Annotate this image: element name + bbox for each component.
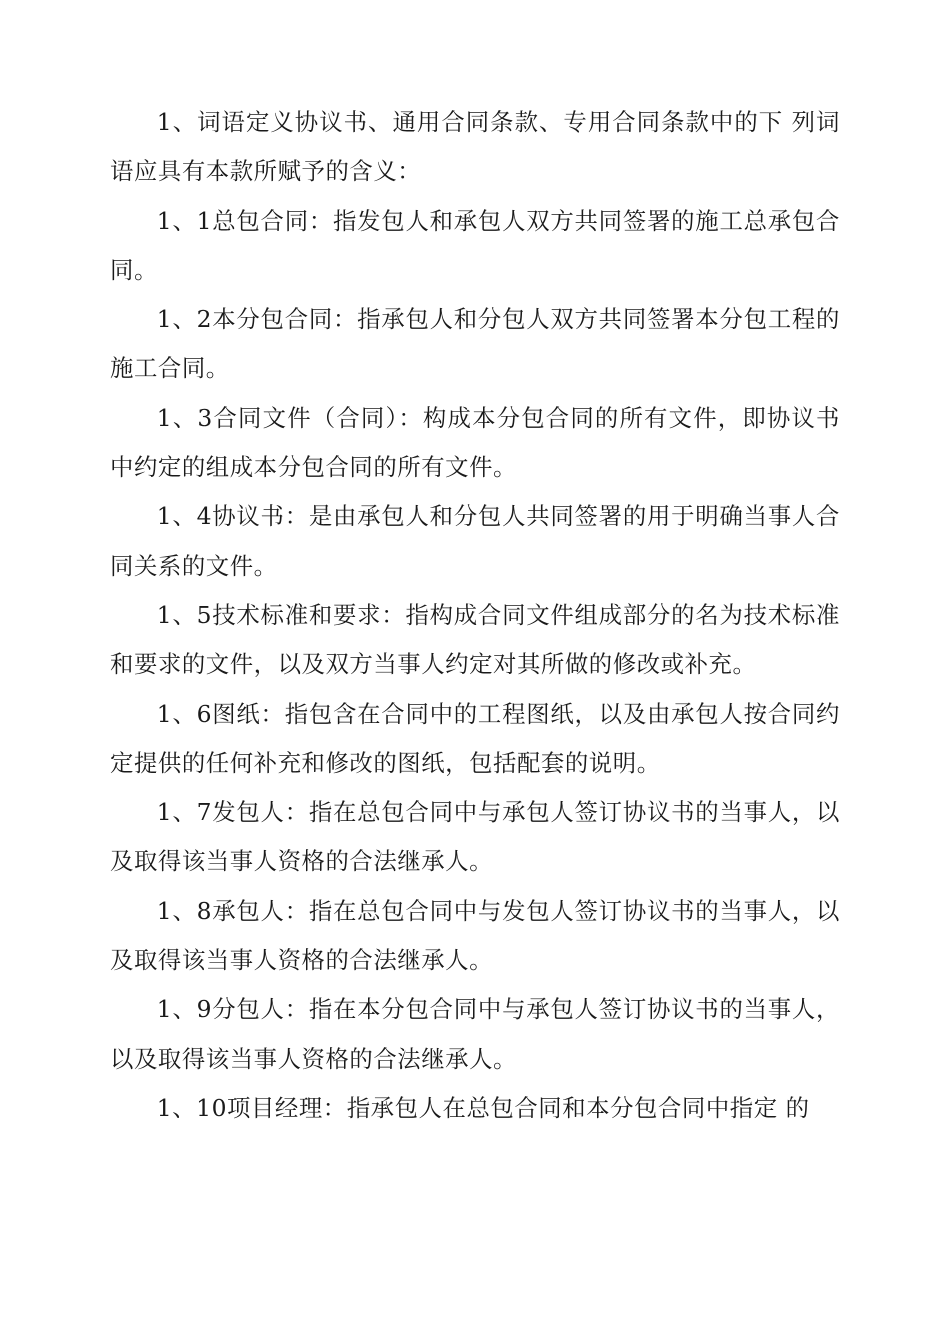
paragraph-subcontract: 1、2本分包合同：指承包人和分包人双方共同签署本分包工程的施工合同。 [110, 305, 840, 383]
paragraph-subcontractor: 1、9分包人：指在本分包合同中与承包人签订协议书的当事人，以及取得该当事人资格的合法继承人。 [110, 995, 840, 1073]
paragraph-employer: 1、7发包人：指在总包合同中与承包人签订协议书的当事人，以及取得该当事人资格的合法继承人。 [110, 798, 840, 876]
paragraph-technical-standards: 1、5技术标准和要求：指构成合同文件组成部分的名为技术标准和要求的文件，以及双方当事人约定对其所做的修改或补充。 [110, 600, 840, 679]
paragraph-agreement: 1、4协议书：是由承包人和分包人共同签署的用于明确当事人合同关系的文件。 [110, 502, 840, 580]
paragraph-drawings: 1、6图纸：指包含在合同中的工程图纸，以及由承包人按合同约定提供的任何补充和修改的图纸，包括配套的说明。 [110, 699, 840, 777]
paragraph-project-manager: 1、10项目经理：指承包人在总包合同和本分包合同中指定 的 [156, 1093, 810, 1122]
paragraph-definitions-intro: 1、词语定义协议书、通用合同条款、专用合同条款中的下 列词语应具有本款所赋予的含义： [110, 108, 840, 186]
paragraph-contract-documents: 1、3合同文件（合同）：构成本分包合同的所有文件，即协议书中约定的组成本分包合同的所有文件。 [110, 403, 840, 482]
paragraph-contractor: 1、8承包人：指在总包合同中与发包人签订协议书的当事人，以及取得该当事人资格的合法继承人。 [110, 896, 840, 975]
paragraph-general-contract: 1、1总包合同：指发包人和承包人双方共同签署的施工总承包合同。 [110, 206, 840, 284]
